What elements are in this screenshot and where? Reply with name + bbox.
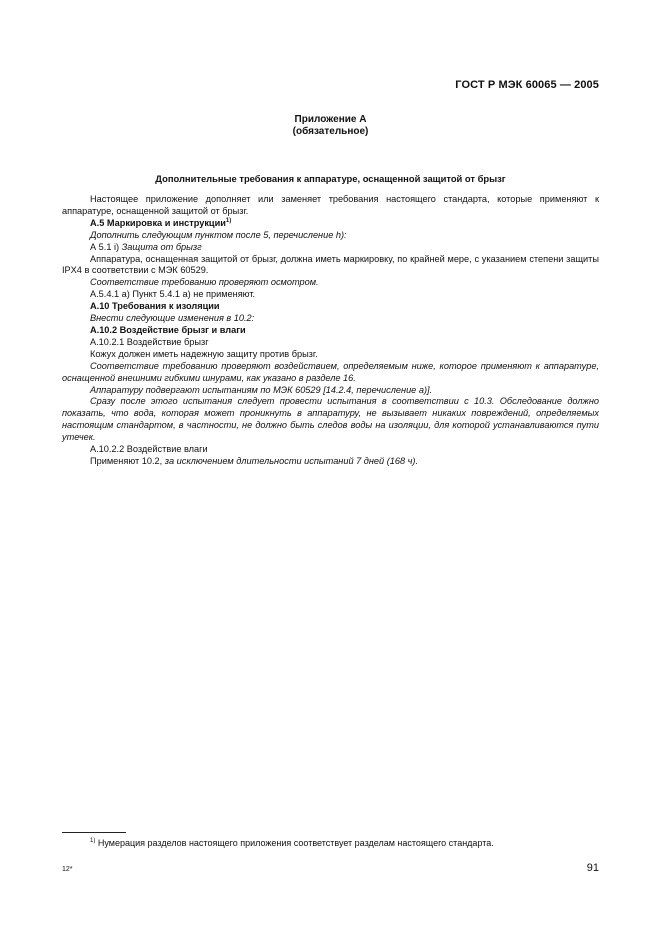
footnote-ref: 1) — [225, 217, 232, 224]
paragraph: А 5.1 i) Защита от брызг — [90, 241, 202, 252]
paragraph: Соответствие требованию проверяют осмотром. — [90, 277, 319, 288]
paragraph: Аппаратуру подвергают испытаниям по МЭК 60529 [14.2.4, перечисление а)]. — [90, 384, 433, 395]
paragraph: Сразу после этого испытания следует провести испытания в соответствии с 10.3. Обследование должно показать, что вода, которая может проникнуть в аппаратуру, не вызывает никаких повреждений, определяемых настоящим стандартом, в частности, не должно быть следов воды на изоляции, для которой устанавливаются пути утечек. — [62, 396, 599, 443]
paragraph: А.10.2.1 Воздействие брызг — [90, 336, 209, 347]
body-text — [62, 194, 599, 468]
document-header: ГОСТ Р МЭК 60065 — 2005 — [455, 79, 599, 91]
paragraph: Внести следующие изменения в 10.2: — [90, 313, 255, 324]
paragraph: Соответствие требованию проверяют воздействием, определяемым ниже, которое применяют к аппаратуре, оснащенной внешними гибкими шнурами, как указано в разделе 16. — [62, 360, 599, 383]
subsection-heading: А.10.2 Воздействие брызг и влаги — [90, 324, 246, 335]
footnote: $^{1)}$ Нумерация разделов настоящего приложения соответствует разделам настоящего стандарта. — [90, 838, 494, 848]
print-code: 12* — [62, 866, 73, 873]
paragraph: Дополнить следующим пунктом после 5, перечисление h): — [90, 229, 347, 240]
subsection-heading: А.10 Требования к изоляции — [90, 301, 220, 312]
paragraph: А.5.4.1 a) Пункт 5.4.1 a) не применяют. — [90, 289, 256, 300]
appendix-title: Приложение А — [294, 114, 367, 125]
paragraph: Применяют 10.2, за исключением длительности испытаний 7 дней (168 ч). — [90, 455, 419, 466]
paragraph: Настоящее приложение дополняет или заменяет требования настоящего стандарта, которые применяют к аппаратуре, оснащенной защитой от брызг. — [62, 194, 599, 216]
appendix-status: (обязательное) — [292, 126, 369, 137]
paragraph: А.10.2.2 Воздействие влаги — [90, 444, 208, 455]
paragraph: Кожух должен иметь надежную защиту против брызг. — [90, 348, 318, 359]
section-title: Дополнительные требования к аппаратуре, оснащенной защитой от брызг — [155, 173, 506, 184]
footnote-divider — [62, 832, 126, 833]
page-number: 91 — [586, 862, 599, 874]
paragraph: Аппаратура, оснащенная защитой от брызг, должна иметь маркировку, по крайней мере, с указанием степени защиты IPX4 в соответствии с МЭК 60529. — [62, 253, 599, 276]
subsection-heading: А.5 Маркировка и инструкции$^{1)}$ — [90, 217, 232, 228]
